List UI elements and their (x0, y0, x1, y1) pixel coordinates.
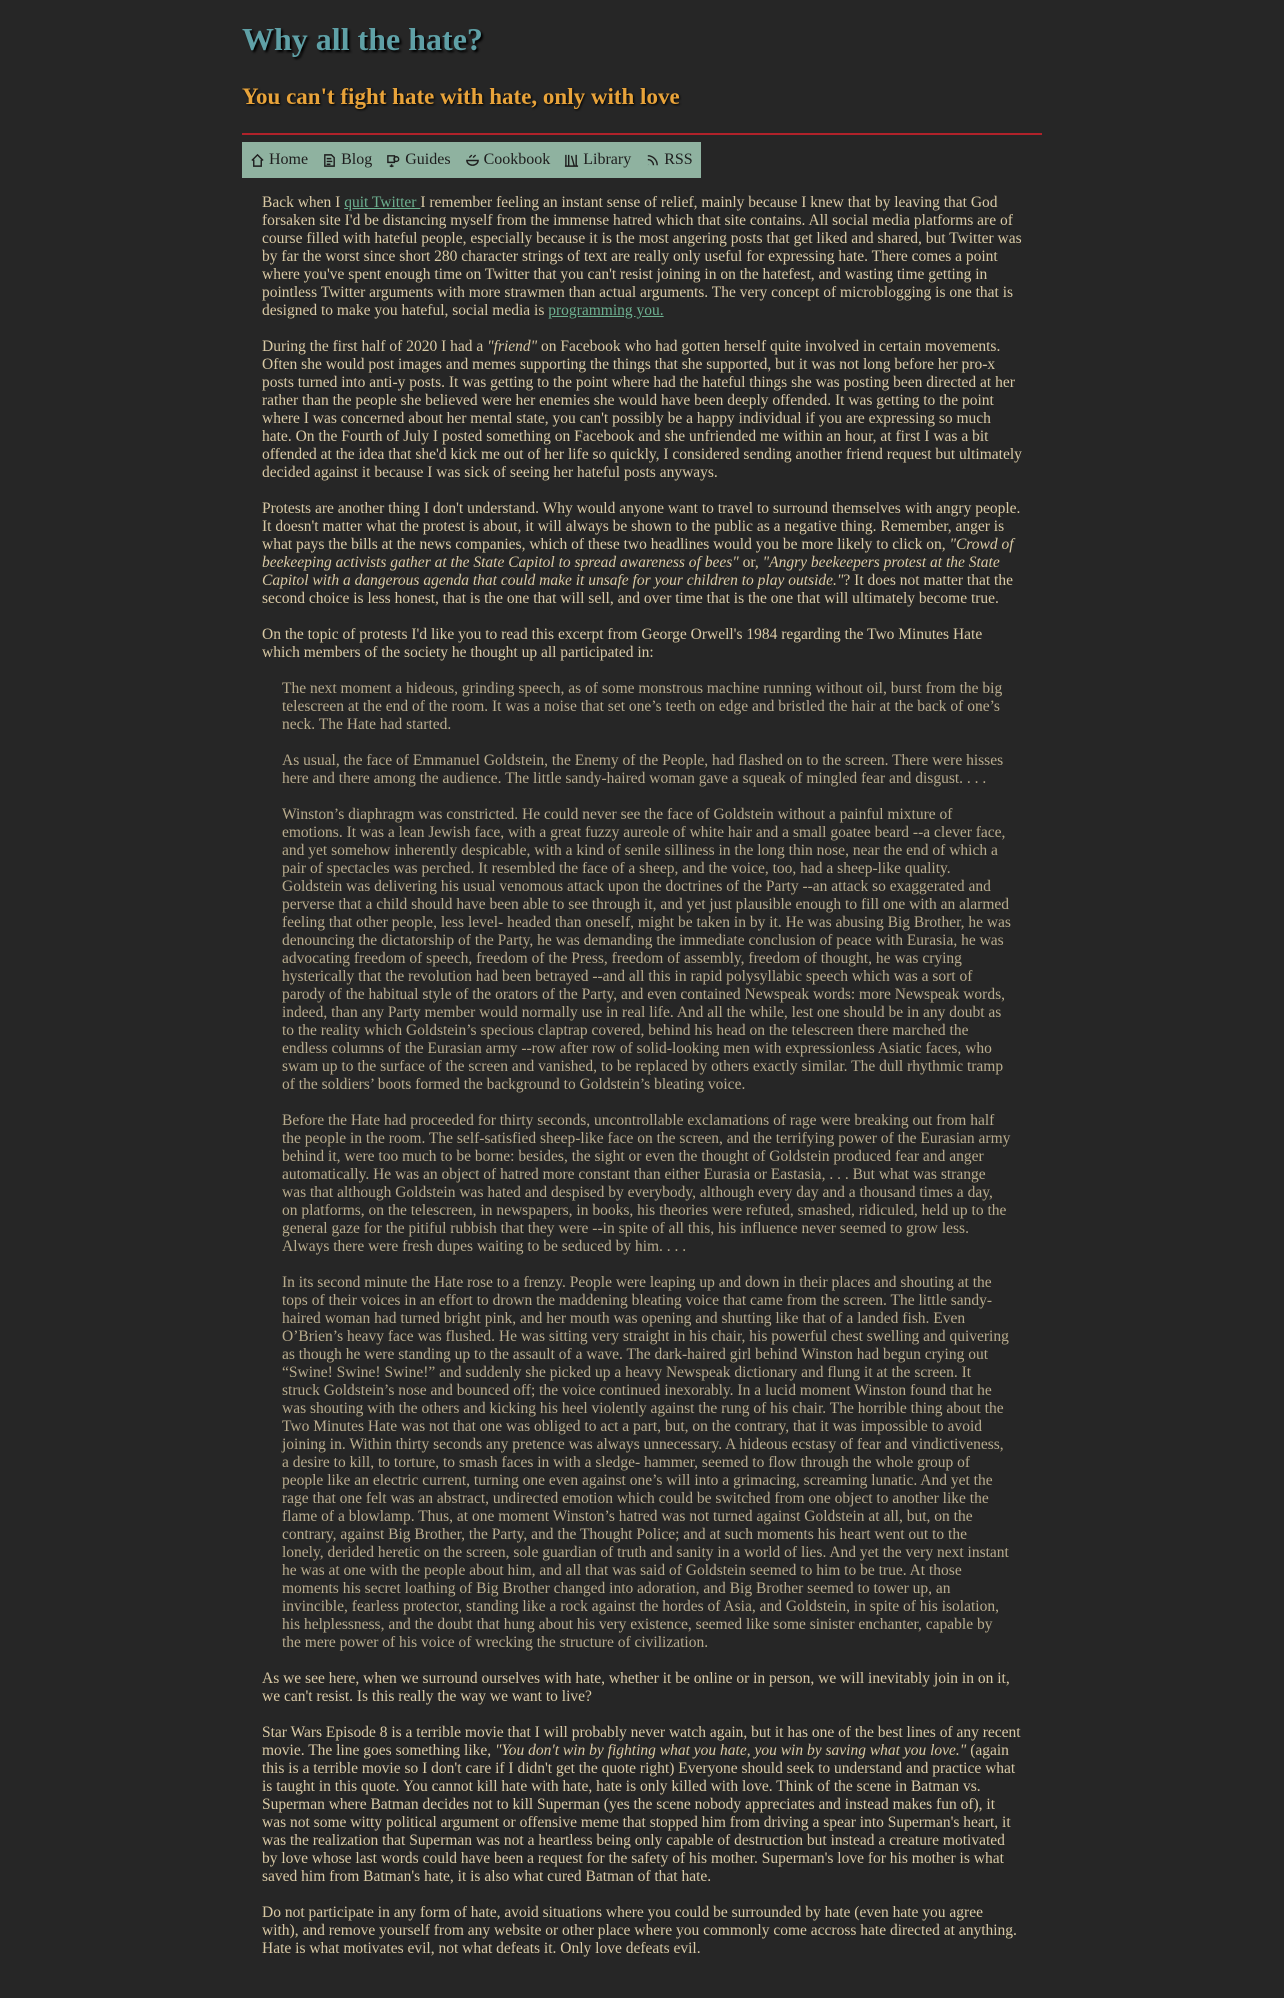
paragraph-3: Protests are another thing I don't understand. Why would anyone want to travel to surround themselves with angry people. It doesn't matter what the protest is about, it will always be shown to the public as a negative thing. Remember, anger is what pays the bills at the news companies, which of these two headlines would you be more likely to click on, "Crowd of beekeeping activists gather at the State Capitol to spread awareness of bees" or, "Angry beekeepers protest at the State Capitol with a dangerous agenda that could make it unsafe for your children to play outside."? It does not matter that the second choice is less honest, that is the one that will sell, and over time that is the one that will ultimately become true. (262, 500, 1021, 607)
paragraph-4: On the topic of protests I'd like you to read this excerpt from George Orwell's 1984 regarding the Two Minutes Hate which members of the society he thought up all participated in: (262, 626, 983, 661)
nav-library[interactable] (564, 151, 631, 169)
paragraph-7: Do not participate in any form of hate, avoid situations where you could be surrounded by hate (even hate you agree with), and remove yourself from any website or other place where you commonly come accross hate directed at anything. Hate is what motivates evil, not what defeats it. Only love defeats evil. (262, 1904, 1017, 1957)
paragraph-2: During the first half of 2020 I had a "friend" on Facebook who had gotten herself quite involved in certain movements. Often she would post images and memes supporting the things that she supported, but it was not long before her pro-x posts turned into anti-y posts. It was getting to the point where had the hateful things she was posting been directed at her rather than the people she believed were her enemies she would have been deeply offended. It was getting to the point where I was concerned about her mental state, you can't possibly be a happy individual if you are expressing so much hate. On the Fourth of July I posted something on Facebook and she unfriended me within an hour, at first I was a bit offended at the idea that she'd kick me out of her life so quickly, I considered sending another friend request but ultimately decided against it because I was sick of seeing her hateful posts anyways. (262, 338, 1022, 481)
quote-paragraph: As usual, the face of Emmanuel Goldstein, the Enemy of the People, had flashed on to the screen. There were hisses here and there among the audience. The little sandy-haired woman gave a squeak of mingled fear and disgust. . . . (282, 752, 1004, 787)
paragraph-6: Star Wars Episode 8 is a terrible movie that I will probably never watch again, but it has one of the best lines of any recent movie. The line goes something like, "You don't win by fighting what you hate, you win by saving what you love." (again this is a terrible movie so I don't care if I didn't get the quote right) Everyone should seek to understand and practice what is taught in this quote. You cannot kill hate with hate, hate is only killed with love. Think of the scene in Batman vs. Superman where Batman decides not to kill Superman (yes the scene nobody appreciates and instead makes fun of), it was not some witty political argument or offensive meme that stopped him from driving a spear into Superman's heart, it was the realization that Superman was not a heartless being only capable of destruction but instead a creature motivated by love whose last words could have been a request for the safety of his mother. Superman's love for his mother is what saved him from Batman's hate, it is also what cured Batman of that hate. (262, 1724, 1021, 1885)
nav-guides[interactable] (386, 151, 450, 169)
guides-icon (386, 153, 401, 168)
page-title: Why all the hate? (242, 21, 483, 57)
home-icon (250, 153, 265, 168)
quote-paragraph: The next moment a hideous, grinding speech, as of some monstrous machine running without oil, burst from the big telescreen at the end of the room. It was a noise that set one’s teeth on edge and bristled the hair at the back of one’s neck. The Hate had started. (282, 680, 1003, 733)
blog-icon (322, 153, 337, 168)
nav-rss-label: RSS (664, 151, 693, 168)
quote-paragraph: Winston’s diaphragm was constricted. He could never see the face of Goldstein without a painful mixture of emotions. It was a lean Jewish face, with a great fuzzy aureole of white hair and a small goatee beard --a clever face, and yet somehow inherently despicable, with a kind of senile silliness in the long thin nose, near the end of which a pair of spectacles was perched. It resembled the face of a sheep, and the voice, too, had a sheep-like quality. Goldstein was delivering his usual venomous attack upon the doctrines of the Party --an attack so exaggerated and perverse that a child should have been able to see through it, and yet just plausible enough to fill one with an alarmed feeling that other people, less level- headed than oneself, might be taken in by it. He was abusing Big Brother, he was denouncing the dictatorship of the Party, he was demanding the immediate conclusion of peace with Eurasia, he was advocating freedom of speech, freedom of the Press, freedom of assembly, freedom of thought, he was crying hysterically that the revolution had been betrayed --and all this in rapid polysyllabic speech which was a sort of parody of the habitual style of the orators of the Party, and even contained Newspeak words: more Newspeak words, indeed, than any Party member would normally use in real life. And all the while, lest one should be in any doubt as to the reality which Goldstein’s specious claptrap covered, behind his head on the telescreen there marched the endless columns of the Eurasian army --row after row of solid-looking men with expressionless Asiatic faces, who swam up to the surface of the screen and vanished, to be replaced by others exactly similar. The dull rhythmic tramp of the soldiers’ boots formed the background to Goldstein’s bleating voice. (282, 806, 1011, 1093)
nav-rss[interactable] (645, 151, 692, 169)
library-icon (564, 153, 579, 168)
orwell-excerpt (282, 680, 1012, 1652)
nav-library-label: Library (583, 151, 632, 168)
quit-twitter-link[interactable]: quit Twitter (344, 194, 421, 211)
nav-guides-label: Guides (405, 151, 451, 168)
nav-blog[interactable] (322, 151, 372, 169)
page-wrapper (242, 0, 1042, 1958)
cookbook-icon (465, 153, 480, 168)
nav-home[interactable] (250, 151, 308, 169)
header-divider (242, 133, 1042, 135)
paragraph-5: As we see here, when we surround ourselves with hate, whether it be online or in person, we will inevitably join in on it, we can't resist. Is this really the way we want to live? (262, 1670, 1010, 1705)
nav-cookbook-label: Cookbook (483, 151, 551, 168)
quote-paragraph: Before the Hate had proceeded for thirty seconds, uncontrollable exclamations of rage were breaking out from half the people in the room. The self-satisfied sheep-like face on the screen, and the terrifying power of the Eurasian army behind it, were too much to be borne: besides, the sight or even the thought of Goldstein produced fear and anger automatically. He was an object of hatred more constant than either Eurasia or Eastasia, . . . But what was strange was that although Goldstein was hated and despised by everybody, although every day and a thousand times a day, on platforms, on the telescreen, in newspapers, in books, his theories were refuted, smashed, ridiculed, held up to the general gaze for the pitiful rubbish that they were --in spite of all this, his influence never seemed to grow less. Always there were fresh dupes waiting to be seduced by him. . . . (282, 1112, 1011, 1255)
paragraph-1: Back when I quit Twitter I remember feeling an instant sense of relief, mainly because I knew that by leaving that God forsaken site I'd be distancing myself from the immense hatred which that site contains. All social media platforms are of course filled with hateful people, especially because it is the most angering posts that get liked and shared, but Twitter was by far the worst since short 280 character strings of text are really only useful for expressing hate. There comes a point where you've spent enough time on Twitter that you can't resist joining in on the hatefest, and wasting time getting in pointless Twitter arguments with more strawmen than actual arguments. The very concept of microblogging is one that is designed to make you hateful, social media is programming you. (262, 194, 1022, 319)
nav-cookbook[interactable] (465, 151, 551, 169)
article-body (242, 194, 1042, 1958)
nav-bar (242, 142, 701, 178)
quote-paragraph: In its second minute the Hate rose to a frenzy. People were leaping up and down in their places and shouting at the tops of their voices in an effort to drown the maddening bleating voice that came from the screen. The little sandy-haired woman had turned bright pink, and her mouth was opening and shutting like that of a landed fish. Even O’Brien’s heavy face was flushed. He was sitting very straight in his chair, his powerful chest swelling and quivering as though he were standing up to the assault of a wave. The dark-haired girl behind Winston had begun crying out “Swine! Swine! Swine!” and suddenly she picked up a heavy Newspeak dictionary and flung it at the screen. It struck Goldstein’s nose and bounced off; the voice continued inexorably. In a lucid moment Winston found that he was shouting with the others and kicking his heel violently against the rung of his chair. The horrible thing about the Two Minutes Hate was not that one was obliged to act a part, but, on the contrary, that it was impossible to avoid joining in. Within thirty seconds any pretence was always unnecessary. A hideous ecstasy of fear and vindictiveness, a desire to kill, to torture, to smash faces in with a sledge- hammer, seemed to flow through the whole group of people like an electric current, turning one even against one’s will into a grimacing, screaming lunatic. And yet the rage that one felt was an abstract, undirected emotion which could be switched from one object to another like the flame of a blowlamp. Thus, at one moment Winston’s hatred was not turned against Goldstein at all, but, on the contrary, against Big Brother, the Party, and the Thought Police; and at such moments his heart went out to the lonely, derided heretic on the screen, sole guardian of truth and sanity in a world of lies. And yet the very next instant he was at one with the people about him, and all that was said of Goldstein seemed to him to be true. At those moments his secret loathing of Big Brother changed into adoration, and Big Brother seemed to tower up, an invincible, fearless protector, standing like a rock against the hordes of Asia, and Goldstein, in spite of his isolation, his helplessness, and the doubt that hung about his very existence, seemed like some sinister enchanter, capable by the mere power of his voice of wrecking the structure of civilization. (282, 1274, 1009, 1651)
rss-icon (645, 153, 660, 168)
programming-you-link[interactable]: programming you. (548, 302, 664, 319)
nav-blog-label: Blog (341, 151, 373, 168)
page-subtitle: You can't fight hate with hate, only with love (242, 84, 680, 109)
nav-home-label: Home (269, 151, 309, 168)
